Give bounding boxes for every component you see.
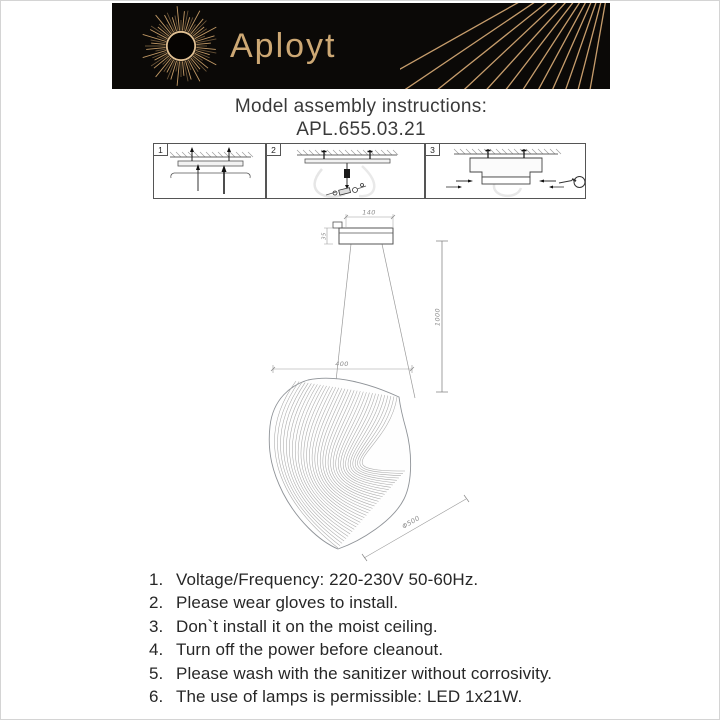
sunburst-logo-icon [126, 3, 236, 89]
dim-label-canopy-width: 140 [362, 208, 376, 217]
list-item-number: 4. [149, 640, 164, 660]
step-2-diagram-icon [267, 144, 424, 198]
model-number: APL.655.03.21 [296, 119, 426, 140]
dim-label-shade-diameter: Φ500 [400, 513, 422, 531]
assembly-step-2 [266, 143, 425, 199]
list-item [149, 685, 552, 708]
ray-fan-decoration-icon [400, 3, 610, 89]
step-1-number: 1 [154, 144, 168, 156]
dim-label-drop-height: 1000 [433, 307, 442, 327]
step-3-number: 3 [426, 144, 440, 156]
instruction-list [149, 568, 552, 708]
assembly-step-1 [153, 143, 266, 199]
list-item [149, 615, 552, 638]
title-block [1, 96, 720, 141]
list-item-number: 3. [149, 616, 164, 636]
list-item-number: 5. [149, 663, 164, 683]
page-title: Model assembly instructions: [234, 96, 488, 117]
list-item-number: 1. [149, 570, 164, 589]
list-item [149, 591, 552, 614]
step-1-diagram-icon [154, 144, 265, 198]
list-item [149, 638, 552, 661]
step-3-diagram-icon [426, 144, 585, 198]
lampshade-outline [269, 378, 410, 549]
assembly-step-3 [425, 143, 586, 199]
list-item [149, 568, 552, 591]
dim-label-canopy-height: 35 [321, 232, 328, 240]
brand-wordmark: Aployt [230, 26, 337, 65]
list-item [149, 662, 552, 685]
list-item-text: Don`t install it on the moist ceiling. [176, 616, 438, 636]
list-item-text: Voltage/Frequency: 220-230V 50-60Hz. [176, 570, 479, 589]
list-item-text: Please wear gloves to install. [176, 593, 399, 613]
brand-banner [112, 3, 610, 89]
list-item-text: Turn off the power before cleanout. [176, 640, 444, 660]
step-2-number: 2 [267, 144, 281, 156]
list-item-text: Please wash with the sanitizer without corrosivity. [176, 663, 553, 683]
dim-label-shade-width: 400 [335, 360, 349, 368]
list-item-text: The use of lamps is permissible: LED 1x21W. [176, 687, 523, 707]
list-item-number: 2. [149, 593, 164, 613]
lamp-dimension-drawing [231, 201, 491, 581]
list-item-number: 6. [149, 687, 164, 707]
